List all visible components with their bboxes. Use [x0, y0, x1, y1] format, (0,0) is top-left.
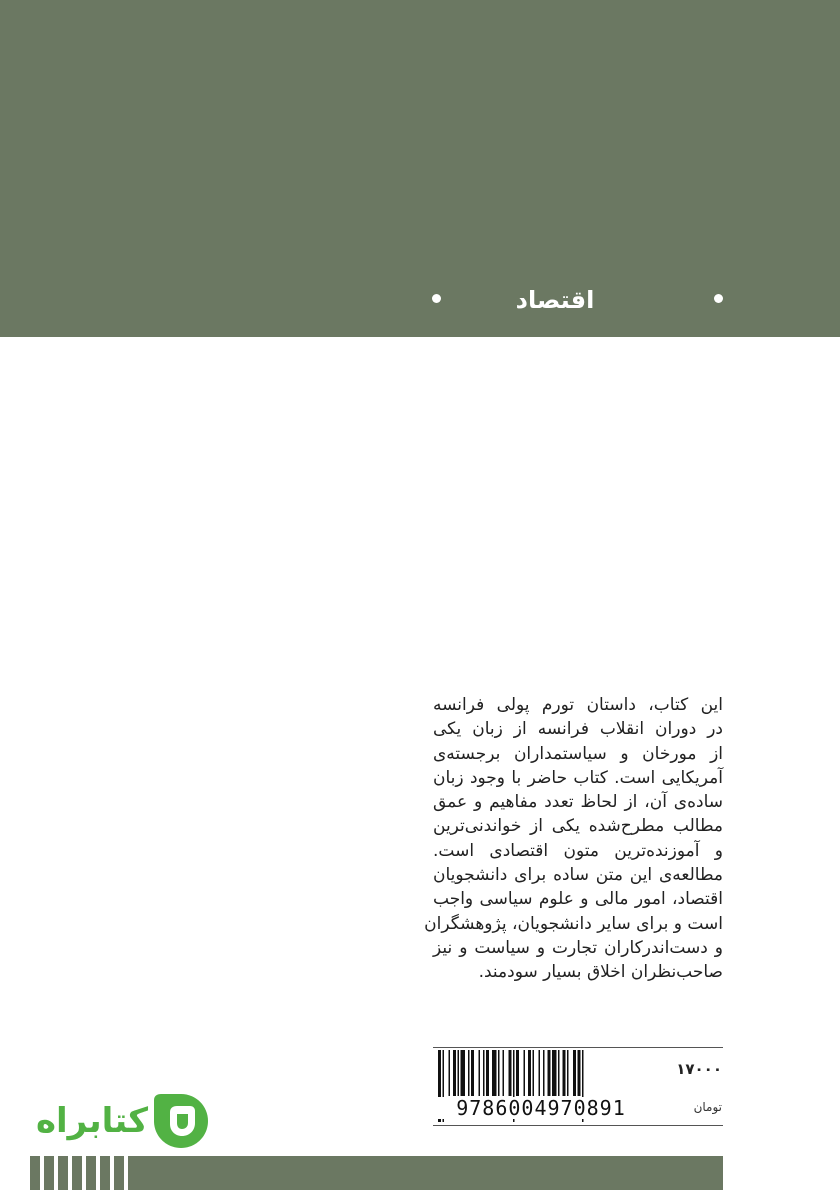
barcode-rule-bottom	[433, 1125, 723, 1126]
barcode-bar	[567, 1050, 569, 1096]
ketabrah-logo-icon	[150, 1090, 212, 1152]
isbn-digits: 9786004970891	[436, 1097, 646, 1119]
barcode-bar	[548, 1050, 551, 1096]
barcode-bar	[461, 1050, 466, 1096]
barcode-bar	[486, 1050, 489, 1096]
barcode-bar	[509, 1050, 512, 1096]
barcode-bar	[453, 1050, 456, 1096]
barcode-bar	[524, 1050, 526, 1096]
barcode-bar	[492, 1050, 497, 1096]
barcode-bar	[483, 1050, 485, 1096]
price-currency: تومان	[693, 1100, 722, 1114]
barcode-bar	[563, 1050, 566, 1096]
barcode-bar	[449, 1050, 451, 1096]
back-cover-blurb	[424, 693, 723, 985]
barcode-bar	[479, 1050, 481, 1096]
barcode-bar	[458, 1050, 460, 1096]
blurb-line: صاحب‌نظران اخلاق بسیار سودمند.	[478, 962, 723, 983]
blurb-line: ساده‌ی آن، از لحاظ تعدد مفاهیم و عمق	[433, 792, 723, 813]
barcode-bar	[543, 1050, 545, 1096]
cover-top-band	[0, 0, 840, 337]
barcode-bar	[558, 1050, 560, 1096]
barcode-bar	[516, 1050, 519, 1096]
barcode-rule-top	[433, 1047, 723, 1048]
barcode-bar	[528, 1050, 531, 1096]
barcode-bar	[539, 1050, 541, 1096]
barcode-bar	[498, 1050, 500, 1096]
barcode-bar	[468, 1050, 470, 1096]
barcode-bar	[471, 1050, 474, 1096]
blurb-line: مطالب مطرح‌شده یکی از خواندنی‌ترین	[433, 816, 723, 837]
category-title: اقتصاد	[515, 286, 595, 314]
decorative-stripes	[30, 1156, 124, 1190]
barcode-bar	[533, 1050, 535, 1096]
blurb-line: است و برای سایر دانشجویان، پژوهشگران	[424, 913, 723, 934]
barcode-bar	[573, 1050, 576, 1096]
cover-bottom-bar	[128, 1156, 723, 1190]
bullet-dot-right	[714, 294, 723, 303]
blurb-line: این کتاب، داستان تورم پولی فرانسه	[433, 695, 723, 715]
blurb-line: مطالعه‌ی این متن ساده برای دانشجویان	[433, 865, 723, 886]
barcode-bar	[552, 1050, 557, 1096]
blurb-line: از مورخان و سیاستمداران برجسته‌ی	[433, 743, 723, 764]
barcode-bar	[503, 1050, 505, 1096]
blurb-line: و دست‌اندرکاران تجارت و سیاست و نیز	[433, 937, 723, 958]
blurb-line: اقتصاد، امور مالی و علوم سیاسی واجب	[433, 889, 723, 910]
publisher-logo-text: کتابراه	[35, 1101, 148, 1141]
blurb-line: آمریکایی است. کتاب حاضر با وجود زبان	[433, 767, 723, 788]
barcode-bar	[578, 1050, 581, 1096]
blurb-line: در دوران انقلاب فرانسه از زبان یکی	[433, 719, 723, 740]
blurb-line: و آموزنده‌ترین متون اقتصادی است.	[433, 840, 723, 861]
price-amount: ۱۷۰۰۰	[676, 1060, 722, 1078]
bullet-dot-left	[432, 294, 441, 303]
